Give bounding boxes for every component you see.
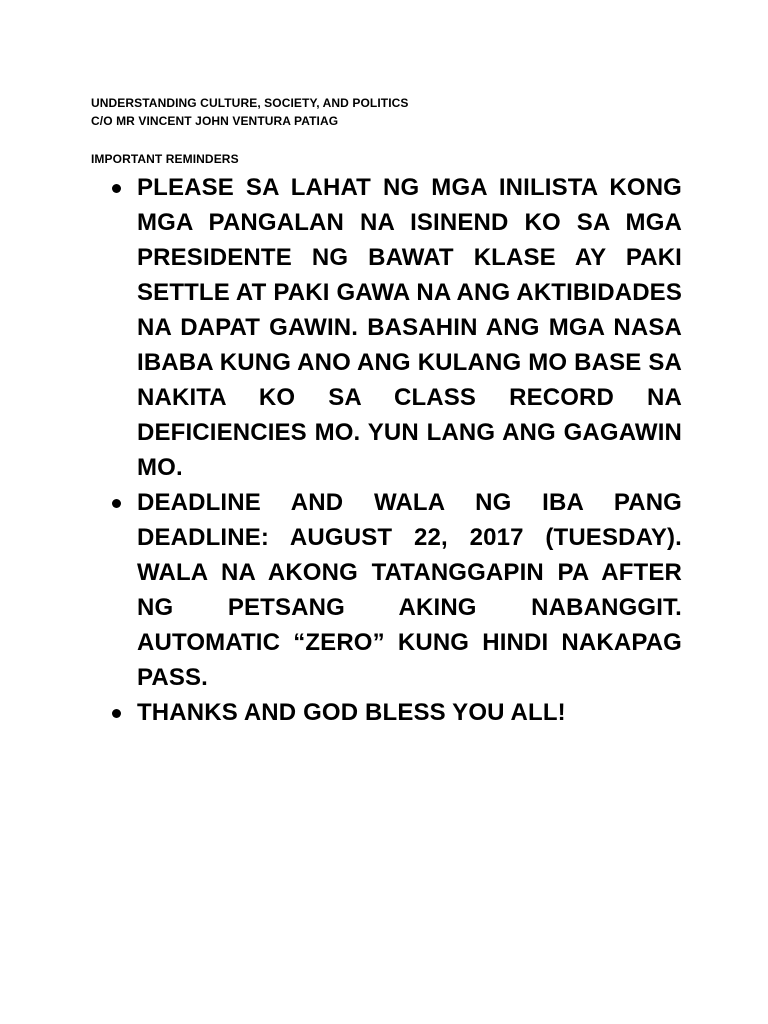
reminder-item xyxy=(112,485,682,695)
bullet-icon xyxy=(112,709,121,718)
reminder-text: DEADLINE AND WALA NG IBA PANG DEADLINE: AUGUST 22, 2017 (TUESDAY). WALA NA AKONG TATANGGAPIN PA AFTER NG PETSANG AKING NABANGGIT. AUTOMATIC “ZERO” KUNG HINDI NAKAPAG PASS. xyxy=(137,489,682,691)
reminder-text: THANKS AND GOD BLESS YOU ALL! xyxy=(137,699,566,726)
reminder-item xyxy=(112,695,682,730)
bullet-icon xyxy=(112,184,121,193)
reminder-text: PLEASE SA LAHAT NG MGA INILISTA KONG MGA PANGALAN NA ISINEND KO SA MGA PRESIDENTE NG BAWAT KLASE AY PAKI SETTLE AT PAKI GAWA NA ANG AKTIBIDADES NA DAPAT GAWIN. BASAHIN ANG MGA NASA IBABA KUNG ANO ANG KULANG MO BASE SA NAKITA KO SA CLASS RECORD NA DEFICIENCIES MO. YUN LANG ANG GAGAWIN MO. xyxy=(137,174,682,481)
bullet-icon xyxy=(112,499,121,508)
reminders-heading: IMPORTANT REMINDERS xyxy=(91,152,239,166)
course-title: UNDERSTANDING CULTURE, SOCIETY, AND POLITICS xyxy=(91,96,409,110)
reminders-list xyxy=(112,170,682,730)
teacher-line: C/O MR VINCENT JOHN VENTURA PATIAG xyxy=(91,114,339,128)
reminder-item xyxy=(112,170,682,485)
